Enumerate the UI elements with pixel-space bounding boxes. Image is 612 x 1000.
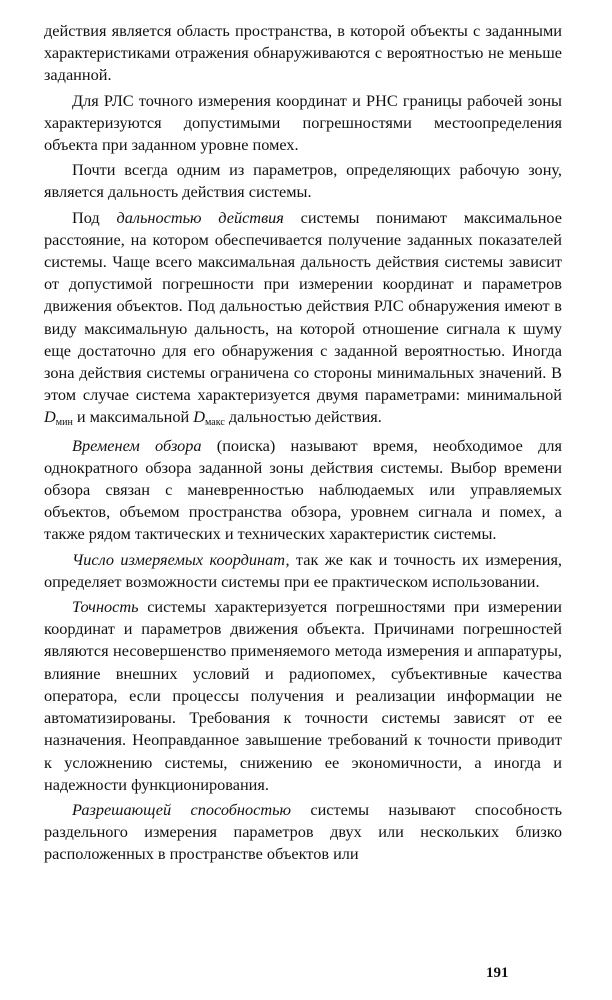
paragraph-resolution — [44, 799, 562, 866]
page-body — [44, 20, 562, 869]
paragraph-text: системы понимают максимальное расстояние, на котором обеспечивается получение заданных показателей системы. Чаще всего максимальная дальность действия системы зависит от допустимой погрешности при измерении координат и параметров движения объектов. Под дальностью действия РЛС обнаружения имеют в виду максимальную дальность, на которой отношение сигнала к шуму еще достаточно для его обнаружения с заданной вероятностью. Иногда зона действия системы ограничена со стороны минимальных значений. В этом случае система характеризуется двумя параметрами: минимальной — [44, 207, 562, 405]
paragraph-lead: Под — [72, 207, 117, 227]
paragraph-text: (поиска) называют время, необходимое для однократного обзора заданной зоны действия системы. Выбор времени обзора связан с маневренностью наблюдаемых или управляемых объектов, объемом пространства обзора, уровнем сигнала и помех, а также рядом тактических и технических характеристик системы. — [44, 435, 562, 544]
paragraph-text: системы характеризуется погрешностями при измерении координат и параметров движения объекта. Причинами погрешностей являются несовершенство применяемого метода измерения и аппаратуры, влияние внешних условий и радиопомех, субъективные качества оператора, если процессы получения и реализации информации не автоматизированы. Требования к точности системы зависят от ее назначения. Неоправданное завышение требований к точности приводит к усложнению системы, снижению ее экономичности, а иногда и надежности функционирования. — [44, 597, 562, 794]
term-scan-time: Временем обзора — [72, 435, 202, 455]
paragraph-coordinates — [44, 549, 562, 593]
paragraph-text: и максимальной — [72, 407, 194, 427]
term-coordinates: Число измеряемых координат, — [72, 549, 290, 569]
paragraph: Почти всегда одним из параметров, определяющих рабочую зону, является дальность действия системы. — [44, 160, 562, 202]
paragraph: Для РЛС точного измерения координат и РНС границы рабочей зоны характеризуются допустимыми погрешностями местоопределения объекта при заданном уровне помех. — [44, 90, 562, 155]
page-number: 191 — [486, 965, 509, 981]
term-resolution: Разрешающей способностью — [72, 799, 292, 819]
dmin-symbol: D — [44, 407, 56, 427]
dmax-symbol: D — [193, 407, 206, 427]
dmin-subscript: мин — [55, 417, 73, 429]
paragraph-text: дальностью действия. — [224, 407, 382, 427]
paragraph-range — [44, 207, 562, 432]
term-range: дальностью действия — [116, 207, 284, 227]
paragraph-text: так же как и точность их измерения, определяет возможности системы при ее практическом использовании. — [44, 549, 562, 591]
paragraph-text: системы называют способность раздельного измерения параметров двух или нескольких близко расположенных в пространстве объектов или — [44, 799, 562, 864]
dmax-subscript: макс — [205, 417, 225, 429]
paragraph-accuracy — [44, 596, 562, 796]
term-accuracy: Точность — [72, 597, 139, 617]
paragraph-scan-time — [44, 435, 562, 546]
paragraph: действия является область пространства, в которой объекты с заданными характеристиками отражения обнаруживаются с вероятностью не меньше заданной. — [44, 21, 562, 85]
